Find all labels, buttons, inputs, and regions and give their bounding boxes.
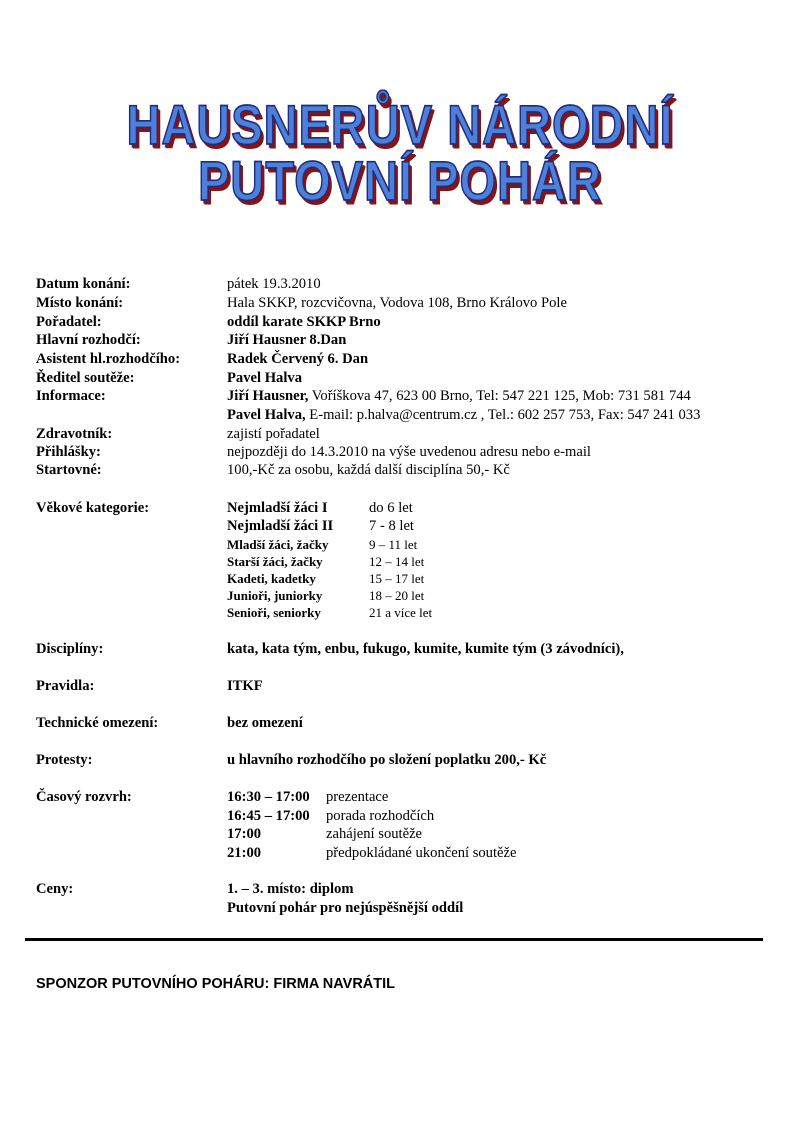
category-name: Nejmladší žáci II: [227, 518, 334, 534]
category-age: 12 – 14 let: [369, 554, 425, 569]
label-startovne: Startovné:: [36, 462, 102, 478]
label-casovy-rozvrh: Časový rozvrh:: [36, 789, 132, 805]
category-name: Junioři, juniorky: [227, 588, 323, 603]
label-ceny: Ceny:: [36, 881, 74, 897]
label-informace: Informace:: [36, 388, 106, 404]
category-age: do 6 let: [369, 500, 413, 516]
label-asistent: Asistent hl.rozhodčího:: [36, 351, 181, 367]
value-hlavni-rozhodci: Jiří Hausner 8.Dan: [227, 332, 347, 348]
label-poradatel: Pořadatel:: [36, 314, 102, 330]
informace-rest-1: Voříškova 47, 623 00 Brno, Tel: 547 221 125, Mob: 731 581 744: [308, 388, 691, 404]
category-age: 15 – 17 let: [369, 571, 425, 586]
label-pravidla: Pravidla:: [36, 678, 95, 694]
value-ceny-1: 1. – 3. místo: diplom: [227, 881, 354, 897]
label-misto: Místo konání:: [36, 295, 124, 311]
value-prihlasky: nejpozději do 14.3.2010 na výše uvedenou adresu nebo e-mail: [227, 444, 591, 460]
schedule-desc: prezentace: [326, 789, 389, 805]
category-age: 7 - 8 let: [369, 518, 414, 534]
label-technicke-omezeni: Technické omezení:: [36, 715, 159, 731]
schedule-desc: předpokládané ukončení soutěže: [326, 845, 517, 861]
horizontal-divider: [25, 938, 763, 941]
category-age: 21 a více let: [369, 605, 433, 620]
label-prihlasky: Přihlášky:: [36, 444, 101, 460]
category-name: Nejmladší žáci I: [227, 500, 328, 516]
value-protesty: u hlavního rozhodčího po složení poplatku 200,- Kč: [227, 752, 547, 768]
category-name: Kadeti, kadetky: [227, 571, 316, 586]
category-name: Mladší žáci, žačky: [227, 537, 329, 552]
category-name: Starší žáci, žačky: [227, 554, 323, 569]
informace-line-2: [227, 407, 700, 424]
title-line-1: HAUSNERŮV NÁRODNÍ: [126, 93, 674, 156]
schedule-time: 21:00: [227, 845, 262, 861]
value-datum: pátek 19.3.2010: [227, 276, 321, 292]
value-misto: Hala SKKP, rozcvičovna, Vodova 108, Brno Královo Pole: [227, 295, 567, 311]
informace-rest-2: E-mail: p.halva@centrum.cz , Tel.: 602 257 753, Fax: 547 241 033: [305, 407, 701, 423]
value-poradatel: oddíl karate SKKP Brno: [227, 314, 381, 330]
label-discipliny: Disciplíny:: [36, 641, 104, 657]
schedule-desc: zahájení soutěže: [326, 826, 423, 842]
sponsor-text: SPONZOR PUTOVNÍHO POHÁRU: FIRMA NAVRÁTIL: [36, 976, 396, 992]
value-pravidla: ITKF: [227, 678, 263, 694]
category-age: 18 – 20 let: [369, 588, 425, 603]
value-technicke-omezeni: bez omezení: [227, 715, 303, 731]
schedule-time: 16:30 – 17:00: [227, 789, 310, 805]
schedule-time: 16:45 – 17:00: [227, 808, 310, 824]
title-line-2: PUTOVNÍ POHÁR: [198, 149, 602, 212]
informace-name-1: Jiří Hausner,: [227, 388, 309, 404]
category-age: 9 – 11 let: [369, 537, 418, 552]
value-startovne: 100,-Kč za osobu, každá další disciplína 50,- Kč: [227, 462, 510, 478]
value-asistent: Radek Červený 6. Dan: [227, 351, 369, 367]
label-kategorie: Věkové kategorie:: [36, 500, 150, 516]
schedule-desc: porada rozhodčích: [326, 808, 435, 824]
value-ceny-2: Putovní pohár pro nejúspěšnější oddíl: [227, 900, 464, 916]
value-reditel: Pavel Halva: [227, 370, 302, 386]
informace-line-1: [227, 388, 691, 405]
label-hlavni-rozhodci: Hlavní rozhodčí:: [36, 332, 141, 348]
label-protesty: Protesty:: [36, 752, 93, 768]
category-name: Senioři, seniorky: [227, 605, 321, 620]
schedule-time: 17:00: [227, 826, 262, 842]
value-zdravotnik: zajistí pořadatel: [227, 426, 320, 442]
informace-name-2: Pavel Halva,: [227, 407, 306, 423]
label-reditel: Ředitel soutěže:: [36, 370, 135, 386]
label-zdravotnik: Zdravotník:: [36, 426, 113, 442]
value-discipliny: kata, kata tým, enbu, fukugo, kumite, kumite tým (3 závodníci),: [227, 641, 624, 657]
label-datum: Datum konání:: [36, 276, 131, 292]
